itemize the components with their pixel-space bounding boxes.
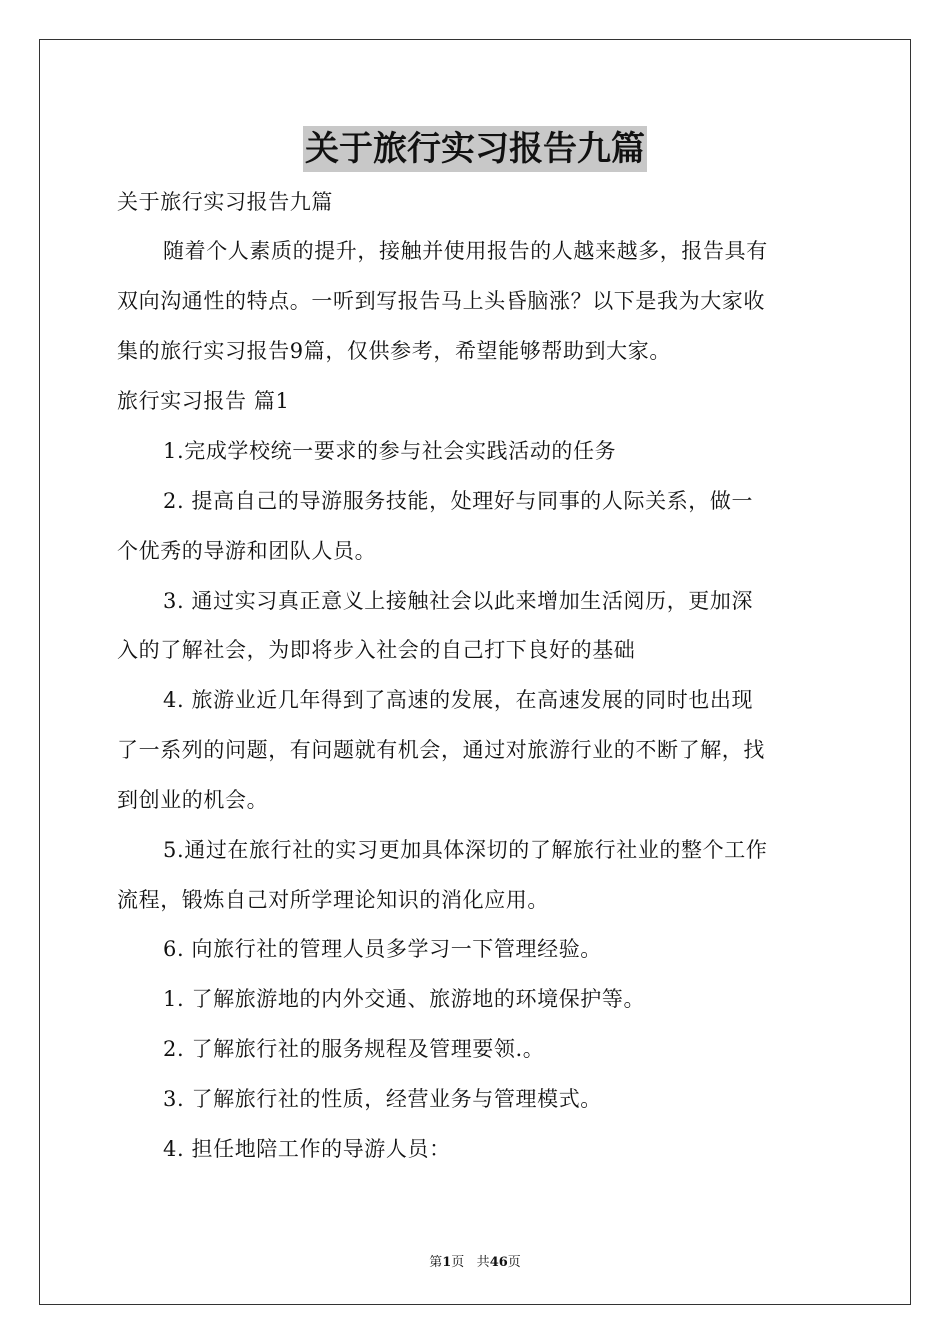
paragraph-line: 流程，锻炼自己对所学理论知识的消化应用。	[117, 888, 549, 912]
paragraph-line: 6. 向旅行社的管理人员多学习一下管理经验。	[163, 937, 602, 961]
paragraph-line: 集的旅行实习报告9篇，仅供参考，希望能够帮助到大家。	[117, 339, 671, 363]
paragraph-line: 个优秀的导游和团队人员。	[117, 539, 377, 563]
total-prefix: 共	[476, 1255, 490, 1270]
paragraph-line: 入的了解社会，为即将步入社会的自己打下良好的基础	[117, 638, 636, 662]
page-prefix: 第	[429, 1255, 443, 1270]
paragraph-line: 4. 担任地陪工作的导游人员：	[163, 1137, 451, 1161]
paragraph-line: 1. 了解旅游地的内外交通、旅游地的环境保护等。	[163, 987, 646, 1011]
paragraph-line: 3. 通过实习真正意义上接触社会以此来增加生活阅历，更加深	[163, 589, 754, 613]
paragraph-line: 了一系列的问题，有问题就有机会，通过对旅游行业的不断了解，找	[117, 738, 765, 762]
page-footer	[0, 1251, 950, 1270]
paragraph-line: 随着个人素质的提升，接触并使用报告的人越来越多，报告具有	[163, 239, 768, 263]
paragraph-line: 5.通过在旅行社的实习更加具体深切的了解旅行社业的整个工作	[163, 838, 768, 862]
page-suffix: 页	[451, 1255, 465, 1270]
paragraph-line: 3. 了解旅行社的性质，经营业务与管理模式。	[163, 1087, 602, 1111]
paragraph-line: 2. 提高自己的导游服务技能，处理好与同事的人际关系，做一	[163, 489, 754, 513]
subtitle: 关于旅行实习报告九篇	[117, 190, 333, 214]
document-title: 关于旅行实习报告九篇	[303, 126, 647, 172]
total-pages: 46	[489, 1255, 508, 1270]
total-suffix: 页	[507, 1255, 521, 1270]
section-heading: 旅行实习报告 篇1	[117, 389, 290, 413]
paragraph-line: 4. 旅游业近几年得到了高速的发展，在高速发展的同时也出现	[163, 688, 754, 712]
paragraph-line: 双向沟通性的特点。一听到写报告马上头昏脑涨？以下是我为大家收	[117, 289, 765, 313]
paragraph-line: 到创业的机会。	[117, 788, 269, 812]
page-border	[39, 39, 911, 1305]
page-number: 1	[442, 1255, 452, 1270]
paragraph-line: 1.完成学校统一要求的参与社会实践活动的任务	[163, 439, 617, 463]
paragraph-line: 2. 了解旅行社的服务规程及管理要领.。	[163, 1037, 545, 1061]
title-container	[0, 126, 950, 172]
